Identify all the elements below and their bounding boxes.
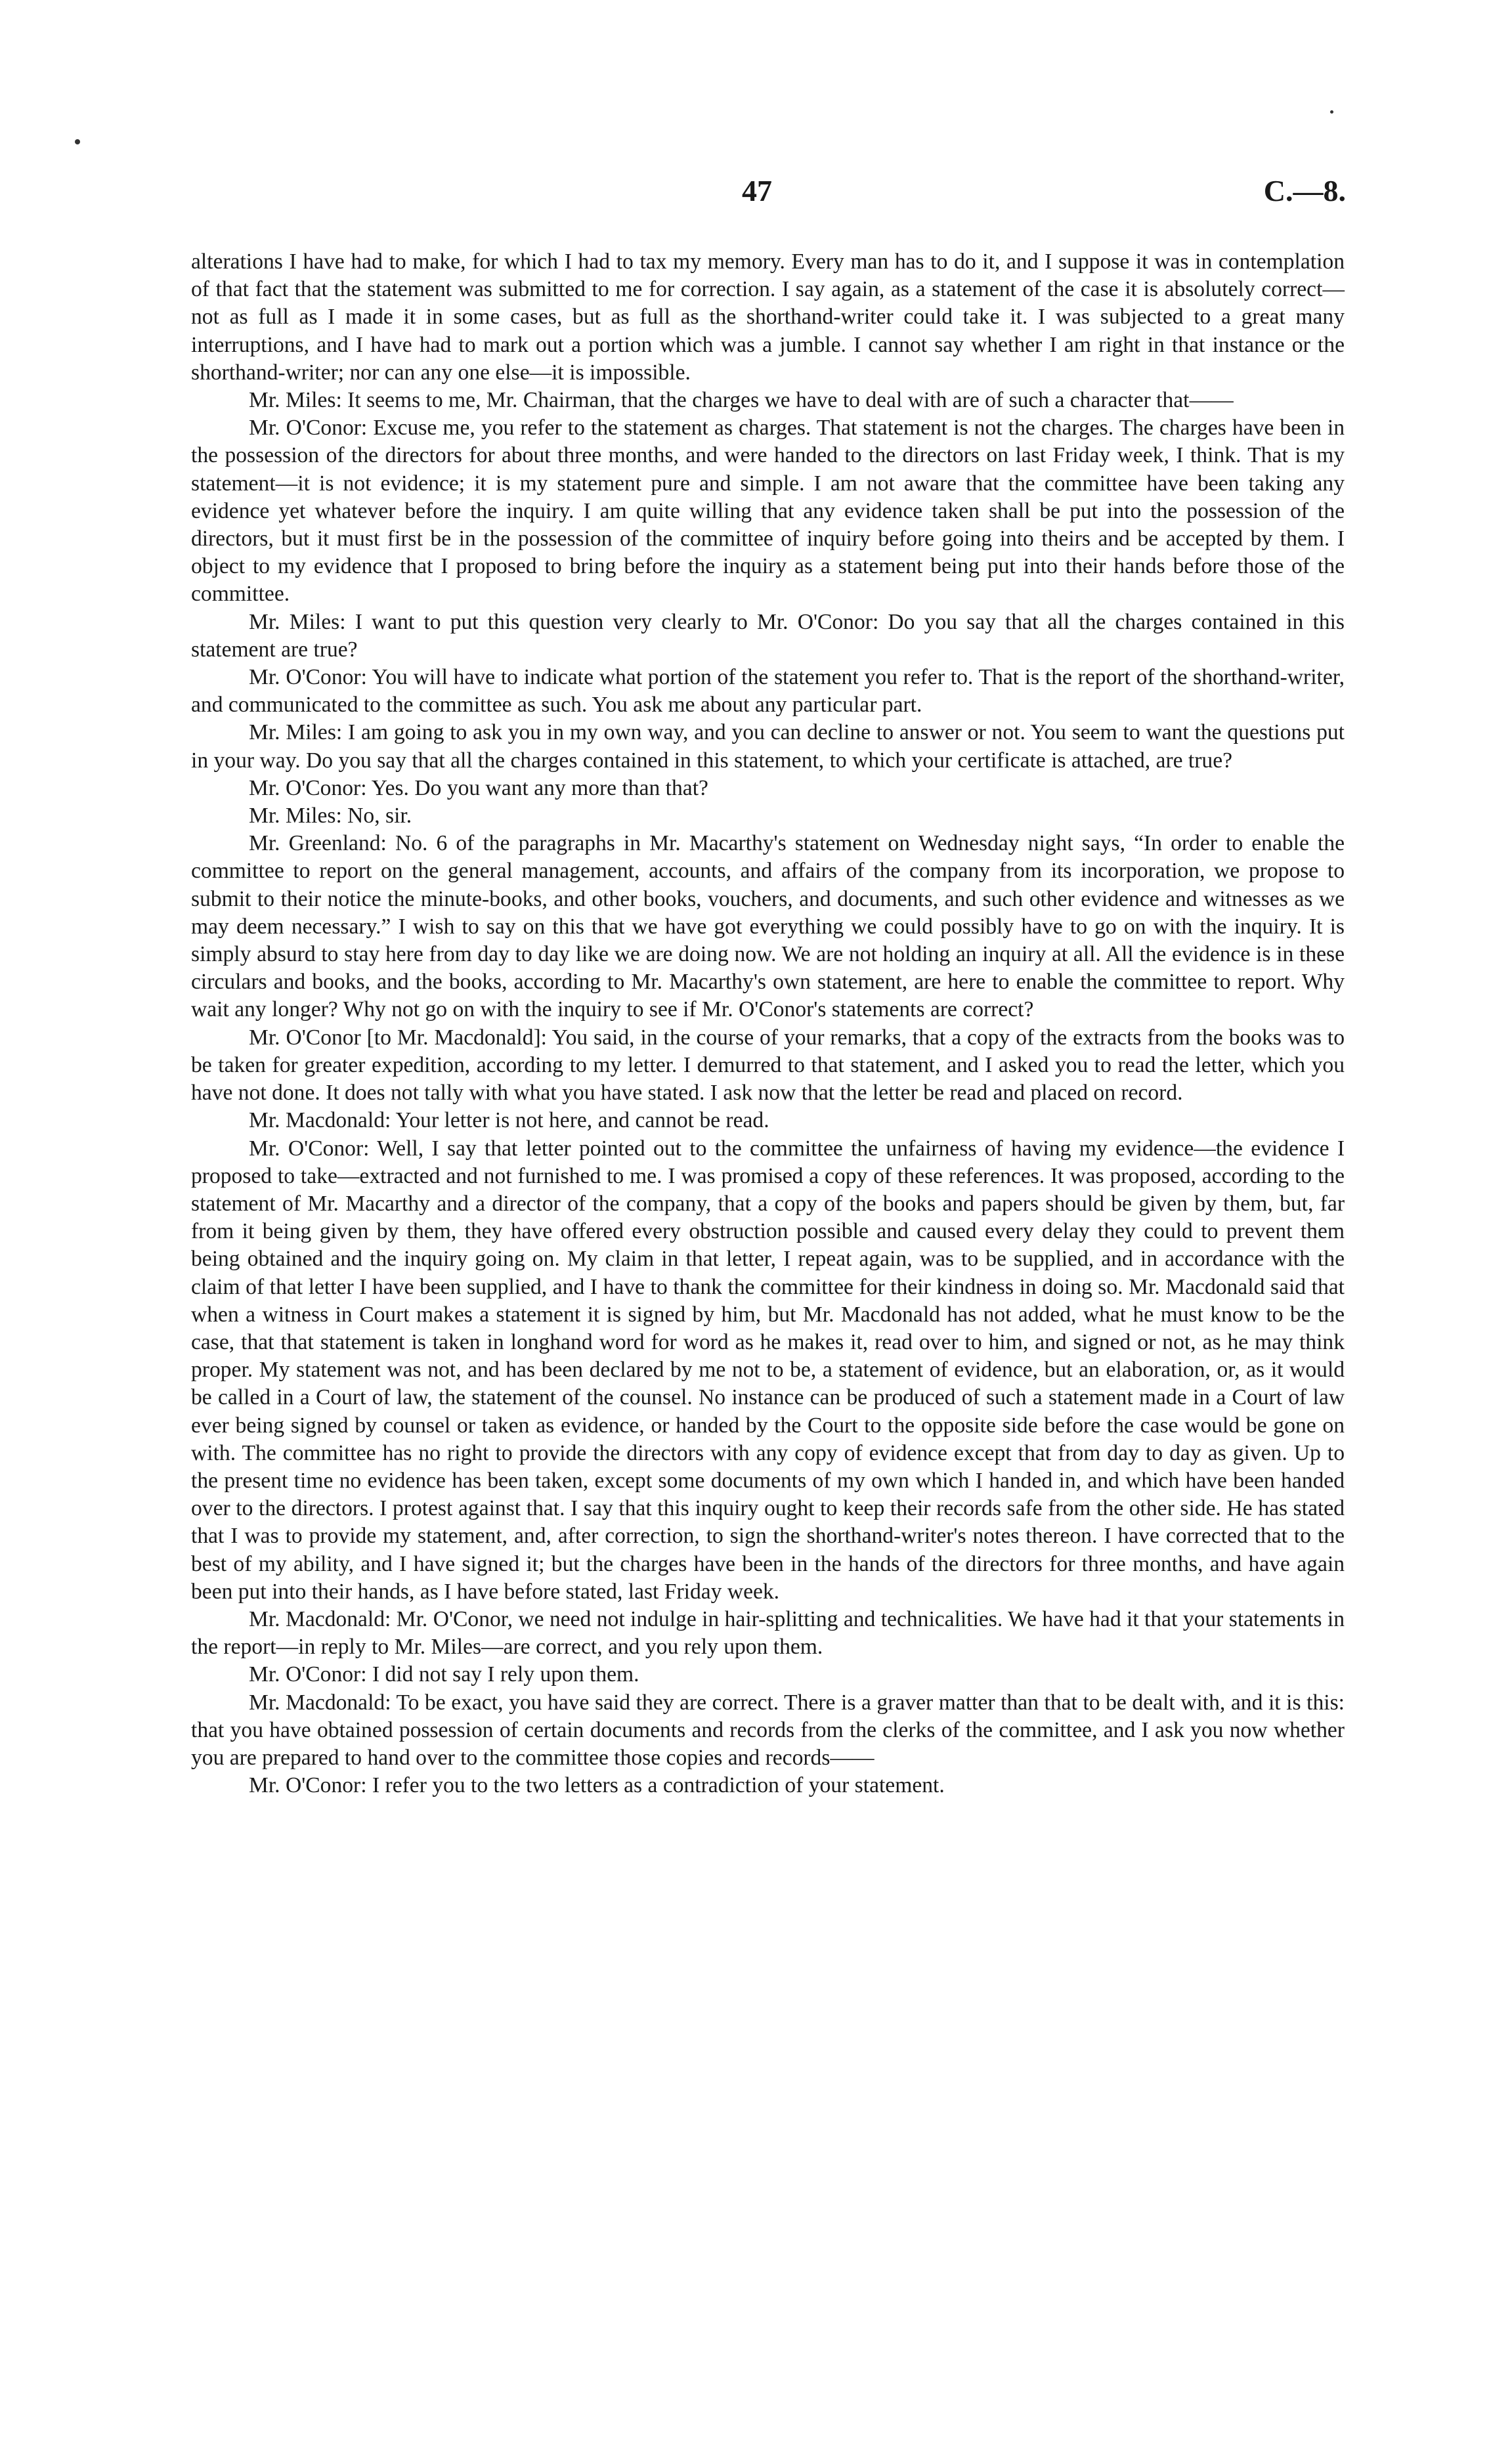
paragraph: Mr. O'Conor: Yes. Do you want any more than that? (249, 775, 708, 800)
scan-speck (75, 139, 80, 144)
page-header (194, 176, 1346, 215)
paragraph: Mr. O'Conor: You will have to indicate what portion of the statement you refer to. That is the report of the shorthand-writer, and communicated to the committee as such. You ask me about any particular part. (191, 665, 1345, 718)
paragraph: Mr. Miles: It seems to me, Mr. Chairman, that the charges we have to deal with are of such a character that—— (249, 388, 1234, 413)
paragraph: Mr. O'Conor: I did not say I rely upon them. (249, 1662, 639, 1687)
document-reference: C.—8. (1263, 174, 1346, 207)
paragraph: Mr. O'Conor: Excuse me, you refer to the statement as charges. That statement is not the charges. The charges have been in the possession of the directors for about three months, and were handed to the directors on last Friday week, I think. That is my statement—it is not evidence; it is my statement pure and simple. I am not aware that the committee have been taking any evidence yet whatever before the inquiry. I am quite willing that any evidence taken shall be put into the possession of the directors, but it must first be in the possession of the committee of inquiry before going into theirs and be accepted by them. I object to my evidence that I proposed to bring before the inquiry as a statement being put into their hands before those of the committee. (191, 416, 1345, 607)
scan-speck (1330, 110, 1333, 114)
paragraph: Mr. O'Conor: Well, I say that letter pointed out to the committee the unfairness of having my evidence—the evidence I proposed to take—extracted and not furnished to me. I was promised a copy of these references. It was proposed, according to the statement of Mr. Macarthy and a director of the company, that a copy of the books and papers should be given by them, but, far from it being given by them, they have offered every obstruction possible and caused every delay they could to prevent them being obtained and the inquiry going on. My claim in that letter, I repeat again, was to be supplied, and in accordance with the claim of that letter I have been supplied, and I have to thank the committee for their kindness in doing so. Mr. Macdonald said that when a witness in Court makes a statement it is signed by him, but Mr. Macdonald has not added, what he must know to be the case, that that statement is taken in longhand word for word as he makes it, read over to him, and signed or not, as he may think proper. My statement was not, and has been declared by me not to be, a statement of evidence, but an elaboration, or, as it would be called in a Court of law, the statement of the counsel. No instance can be produced of such a statement made in a Court of law ever being signed by counsel or taken as evidence, or handed by the Court to the opposite side before the case would be gone on with. The committee has no right to provide the directors with any copy of evidence except that from day to day as given. Up to the present time no evidence has been taken, except some documents of my own which I handed in, and which have been handed over to the directors. I protest against that. I say that this inquiry ought to keep their records safe from the other side. He has stated that I was to provide my statement, and, after correction, to sign the shorthand-writer's notes thereon. I have corrected that to the best of my ability, and I have signed it; but the charges have been in the hands of the directors for three months, and have again been put into their hands, as I have before stated, last Friday week. (191, 1136, 1345, 1604)
paragraph: Mr. O'Conor [to Mr. Macdonald]: You said, in the course of your remarks, that a copy of the extracts from the books was to be taken for greater expedition, according to my letter. I demurred to that statement, and I asked you to read the letter, which you have not done. It does not tally with what you have stated. I ask now that the letter be read and placed on record. (191, 1025, 1345, 1106)
paragraph: Mr. Greenland: No. 6 of the paragraphs in Mr. Macarthy's statement on Wednesday night says, “In order to enable the committee to report on the general management, accounts, and affairs of the company from its incorporation, we propose to submit to their notice the minute-books, and other books, vouchers, and documents, and such other evidence and witnesses as we may deem necessary.” I wish to say on this that we have got everything we could possibly have to go on with the inquiry. It is simply absurd to stay here from day to day like we are doing now. We are not holding an inquiry at all. All the evidence is in these circulars and books, and the books, according to Mr. Macarthy's own statement, are here to enable the committee to report. Why wait any longer? Why not go on with the inquiry to see if Mr. O'Conor's statements are correct? (191, 831, 1345, 1022)
paragraph: Mr. Macdonald: Your letter is not here, and cannot be read. (249, 1108, 769, 1133)
page-number: 47 (742, 174, 772, 207)
paragraph: Mr. Miles: I want to put this question very clearly to Mr. O'Conor: Do you say that all the charges contained in this statement are true? (191, 609, 1345, 662)
paragraph: Mr. O'Conor: I refer you to the two letters as a contradiction of your statement. (249, 1773, 945, 1798)
paragraph: Mr. Macdonald: To be exact, you have said they are correct. There is a graver matter than that to be dealt with, and it is this: that you have obtained possession of certain documents and records from the clerks of the committee, and I ask you now whether you are prepared to hand over to the committee those copies and records—— (191, 1690, 1345, 1770)
paragraph: Mr. Miles: No, sir. (249, 804, 412, 828)
paragraph: Mr. Miles: I am going to ask you in my own way, and you can decline to answer or not. You seem to want the questions put in your way. Do you say that all the charges contained in this statement, to which your certificate is attached, are true? (191, 720, 1345, 773)
paragraph: alterations I have had to make, for which I had to tax my memory. Every man has to do it, and I suppose it was in contemplation of that fact that the statement was submitted to me for correction. I say again, as a statement of the case it is absolutely correct—not as full as I made it in some cases, but as full as the shorthand-writer could take it. I was subjected to a great many interruptions, and I have had to mark out a portion which was a jumble. I cannot say whether I am right in that instance or the shorthand-writer; nor can any one else—it is impossible. (191, 249, 1345, 385)
paragraph: Mr. Macdonald: Mr. O'Conor, we need not indulge in hair-splitting and technicalities. We have had it that your statements in the report—in reply to Mr. Miles—are correct, and you rely upon them. (191, 1606, 1345, 1660)
body-text (191, 248, 1345, 1799)
